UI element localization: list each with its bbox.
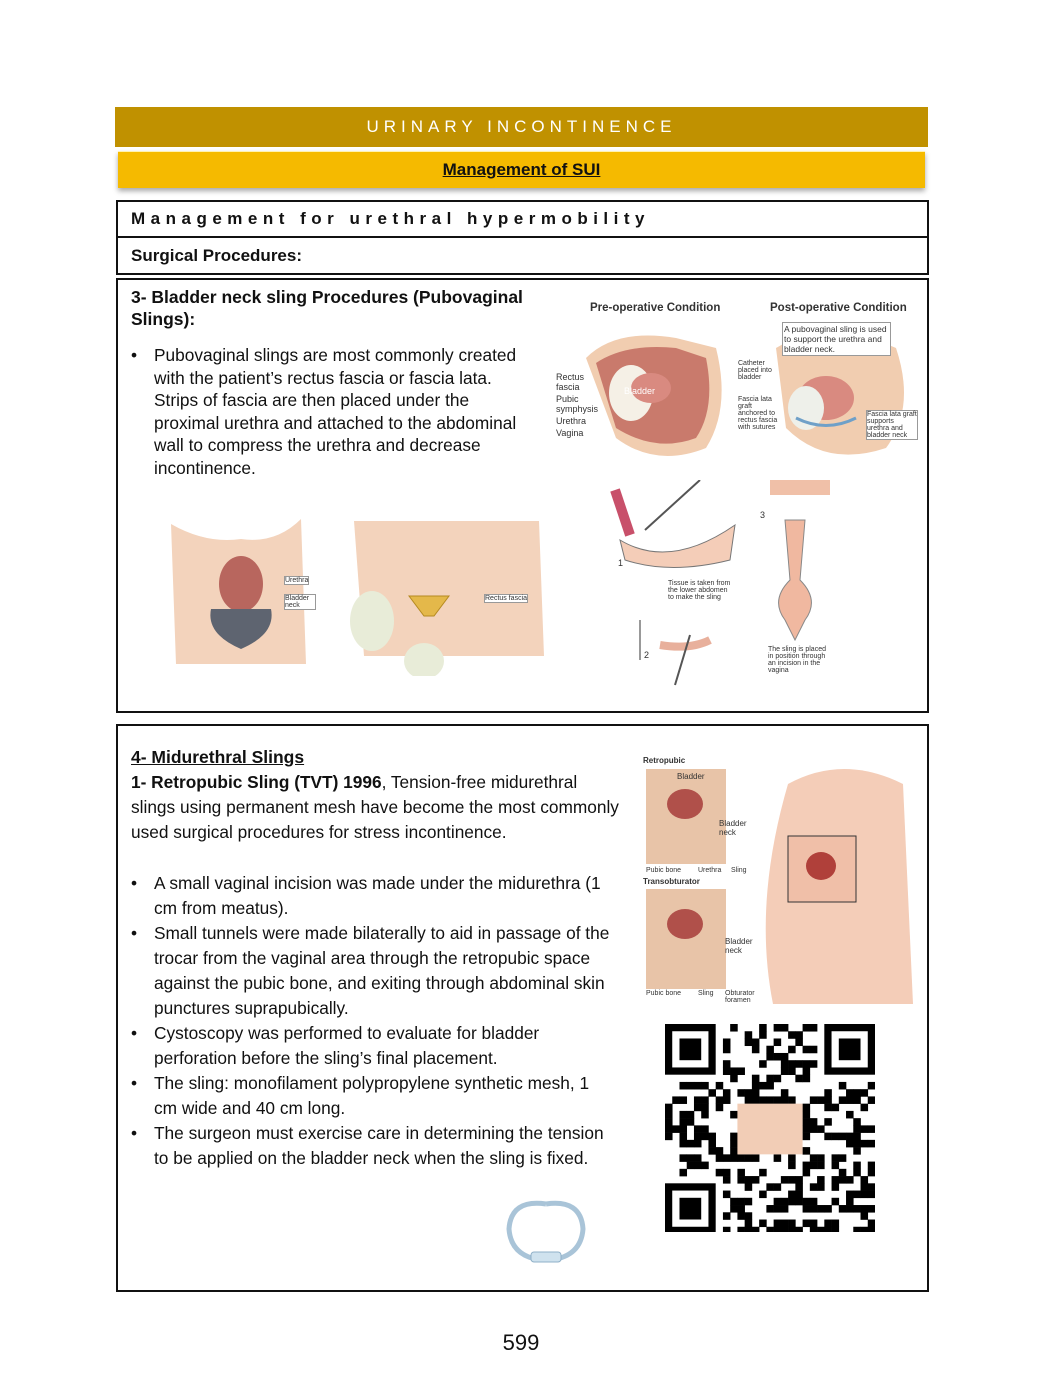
figure-label: Catheter placed into bladder — [738, 360, 772, 381]
bullet-item: • Small tunnels were made bilaterally to aid in passage of the trocar from the vaginal area through the retropubic space against the pubic bone, and exiting through abdominal skin punctures suprapubically. — [131, 921, 611, 1021]
figure-title: Pre-operative Condition — [590, 302, 721, 314]
step-number: 1 — [618, 558, 624, 568]
figure-title: Retropubic — [643, 756, 686, 765]
subtitle: Management of SUI — [442, 160, 601, 179]
figure-title: Post-operative Condition — [770, 302, 907, 314]
figure-label: Bladder neck — [284, 594, 316, 610]
section-title: 3- Bladder neck sling Procedures (Pubovaginal Slings): — [131, 287, 523, 329]
figure-label: Sling — [731, 867, 747, 874]
vaginal-incision-figure — [166, 514, 316, 674]
bladder-neck-sling-section — [116, 278, 929, 713]
intro-paragraph — [131, 770, 621, 845]
figure-label: Pubic bone — [646, 990, 682, 997]
figure-label: Bladder neck — [725, 937, 753, 955]
bullet-item: • Cystoscopy was performed to evaluate for bladder perforation before the sling’s final placement. — [131, 1021, 611, 1071]
figure-label: Fascia lata graft supports urethra and bladder neck — [867, 411, 917, 439]
figure-label: Tissue is taken from the lower abdomen to make the sling — [668, 580, 731, 601]
figure-label: Bladder — [677, 772, 705, 781]
figure-label: Pubic symphysis — [556, 394, 599, 414]
pre-post-operative-figure — [556, 298, 926, 468]
bullet-list — [131, 344, 531, 480]
chapter-title-bar — [115, 107, 928, 147]
chapter-title: URINARY INCONTINENCE — [366, 117, 677, 136]
bullet-item: • A small vaginal incision was made under the midurethra (1 cm from meatus). — [131, 871, 611, 921]
figure-label: Bladder — [624, 386, 656, 396]
figure-label: Bladder neck — [719, 819, 747, 837]
figure-label: Fascia lata graft anchored to rectus fascia with sutures — [738, 396, 778, 431]
surgical-procedures-label: Surgical Procedures: — [116, 236, 929, 275]
qr-logo — [737, 1104, 802, 1155]
page-number: 599 — [502, 1330, 540, 1355]
figure-label: The sling is placed in position through an incision in the vagina — [768, 646, 826, 674]
qr-code[interactable] — [665, 1024, 875, 1232]
figure-label: Rectus fascia — [556, 372, 585, 392]
abdominal-fascia-harvest-figure — [334, 516, 559, 676]
figure-label: Urethra — [698, 867, 722, 874]
step-number: 3 — [760, 510, 766, 520]
midurethral-sling-figure — [643, 754, 918, 1004]
figure-callout: A pubovaginal sling is used to support the urethra and bladder neck. — [782, 322, 891, 356]
bullet-item: • The sling: monofilament polypropylene synthetic mesh, 1 cm wide and 40 cm long. — [131, 1071, 611, 1121]
bullet-item: • The surgeon must exercise care in determining the tension to be applied on the bladder neck when the sling is fixed. — [131, 1121, 611, 1171]
intro-bold: 1- Retropubic Sling (TVT) 1996 — [131, 772, 382, 792]
section-title: 4- Midurethral Slings — [131, 747, 305, 767]
figure-label: Vagina — [556, 428, 584, 438]
bullet-item: • Pubovaginal slings are most commonly created with the patient’s rectus fascia or fascia lata. Strips of fascia are then placed under the proximal urethra and attached to the abdominal wall to compress the urethra and decrease incontinence. — [131, 344, 531, 480]
figure-label: Pubic bone — [646, 867, 682, 874]
figure-title: Transobturator — [643, 877, 700, 886]
sling-harvest-steps-figure — [600, 480, 840, 690]
subtitle-bar — [118, 151, 925, 188]
sling-mesh-icon — [501, 1194, 591, 1269]
step-number: 2 — [644, 650, 650, 660]
midurethral-slings-section — [116, 724, 929, 1292]
intro-text: , Tension-free midurethral slings using permanent mesh have become the most commonly used surgical procedures for stress incontinence. — [131, 772, 619, 842]
figure-label: Obturator foramen — [725, 990, 755, 1004]
section-heading: Management for urethral hypermobility — [116, 200, 929, 238]
figure-label: Urethra — [556, 416, 587, 426]
figure-label: Urethra — [285, 577, 309, 584]
figure-label: Sling — [698, 990, 714, 997]
figure-label: Rectus fascia — [485, 595, 528, 602]
bullet-list — [131, 871, 611, 1171]
